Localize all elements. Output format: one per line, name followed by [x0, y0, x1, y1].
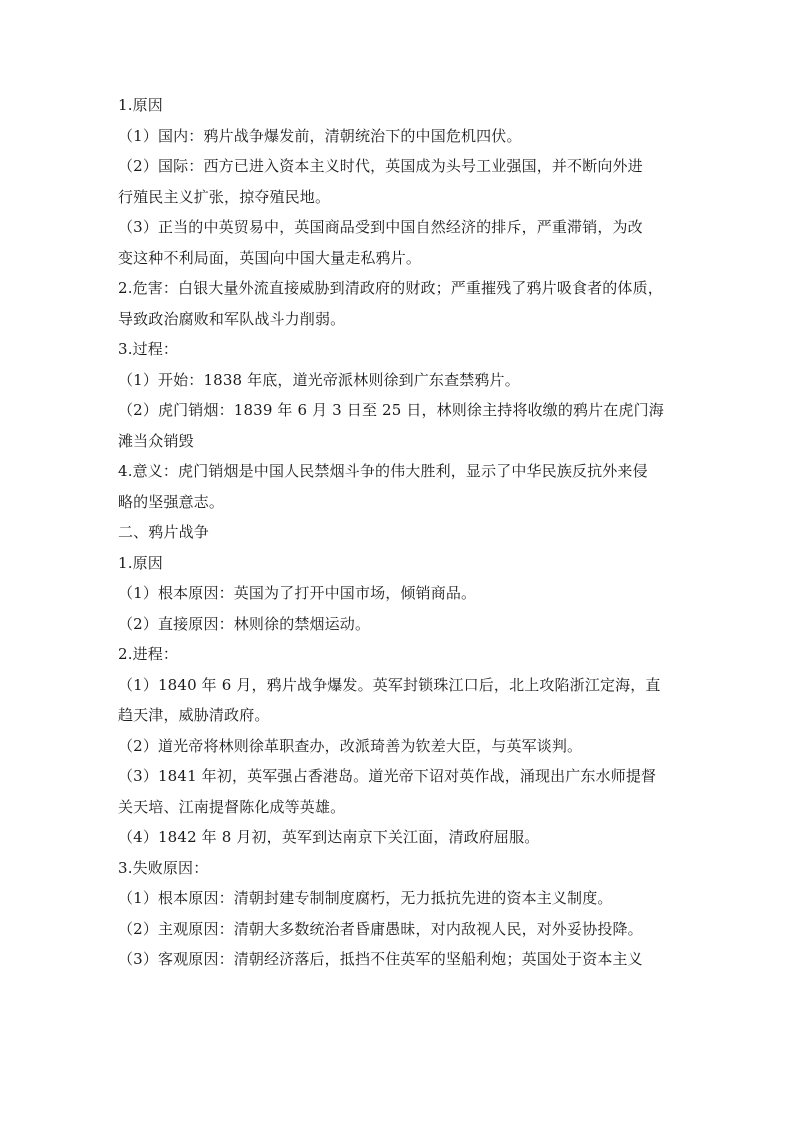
section-heading-cause: 1.原因 — [118, 96, 163, 114]
paragraph-line: （2）主观原因：清朝大多数统治者昏庸愚昧，对内敌视人民，对外妥协投降。 — [118, 919, 643, 938]
section-heading-harm: 2.危害：白银大量外流直接威胁到清政府的财政；严重摧残了鸦片吸食者的体质， — [118, 279, 663, 297]
section-heading-significance: 4.意义：虎门销烟是中国人民禁烟斗争的伟大胜利，显示了中华民族反抗外来侵 — [118, 462, 648, 480]
section-heading-process: 3.过程： — [118, 340, 179, 358]
paragraph-line: （3）客观原因：清朝经济落后，抵挡不住英军的坚船利炮；英国处于资本主义 — [118, 950, 643, 968]
section-heading-cause: 1.原因 — [118, 553, 163, 572]
paragraph-line: （1）根本原因：英国为了打开中国市场，倾销商品。 — [118, 584, 477, 602]
paragraph-line: 导致政治腐败和军队战斗力削弱。 — [118, 309, 346, 328]
paragraph-line: （2）直接原因：林则徐的禁烟运动。 — [118, 614, 371, 633]
paragraph-line: 关天培、江南提督陈化成等英雄。 — [118, 797, 346, 816]
chapter-heading-opium-war: 二、鸦片战争 — [118, 523, 209, 541]
section-heading-failure-causes: 3.失败原因： — [118, 858, 209, 877]
document-body — [118, 95, 678, 980]
paragraph-line: （1）1840 年 6 月，鸦片战争爆发。英军封锁珠江口后，北上攻陷浙江定海，直 — [118, 675, 661, 694]
paragraph-line: （2）道光帝将林则徐革职查办，改派琦善为钦差大臣，与英军谈判。 — [118, 736, 583, 755]
paragraph-line: （3）1841 年初，英军强占香港岛。道光帝下诏对英作战，涌现出广东水师提督 — [118, 767, 657, 785]
paragraph-line: （1）国内：鸦片战争爆发前，清朝统治下的中国危机四伏。 — [118, 126, 522, 145]
paragraph-line: 趋天津，威胁清政府。 — [118, 706, 270, 724]
paragraph-line: 滩当众销毁 — [118, 431, 194, 450]
paragraph-line: 略的坚强意志。 — [118, 492, 225, 511]
paragraph-line: （2）国际：西方已进入资本主义时代，英国成为头号工业强国，并不断向外进 — [118, 157, 643, 175]
paragraph-line: （3）正当的中英贸易中，英国商品受到中国自然经济的排斥，严重滞销，为改 — [118, 218, 643, 236]
paragraph-line: （2）虎门销烟：1839 年 6 月 3 日至 25 日，林则徐主持将收缴的鸦片在虎门海 — [118, 401, 664, 419]
paragraph-line: 行殖民主义扩张，掠夺殖民地。 — [118, 187, 331, 206]
paragraph-line: （1）开始：1838 年底，道光帝派林则徐到广东查禁鸦片。 — [118, 370, 520, 389]
section-heading-progress: 2.进程： — [118, 645, 179, 663]
paragraph-line: （4）1842 年 8 月初，英军到达南京下关江面，清政府屈服。 — [118, 828, 540, 846]
paragraph-line: 变这种不利局面，英国向中国大量走私鸦片。 — [118, 248, 422, 267]
paragraph-line: （1）根本原因：清朝封建专制制度腐朽，无力抵抗先进的资本主义制度。 — [118, 889, 613, 907]
